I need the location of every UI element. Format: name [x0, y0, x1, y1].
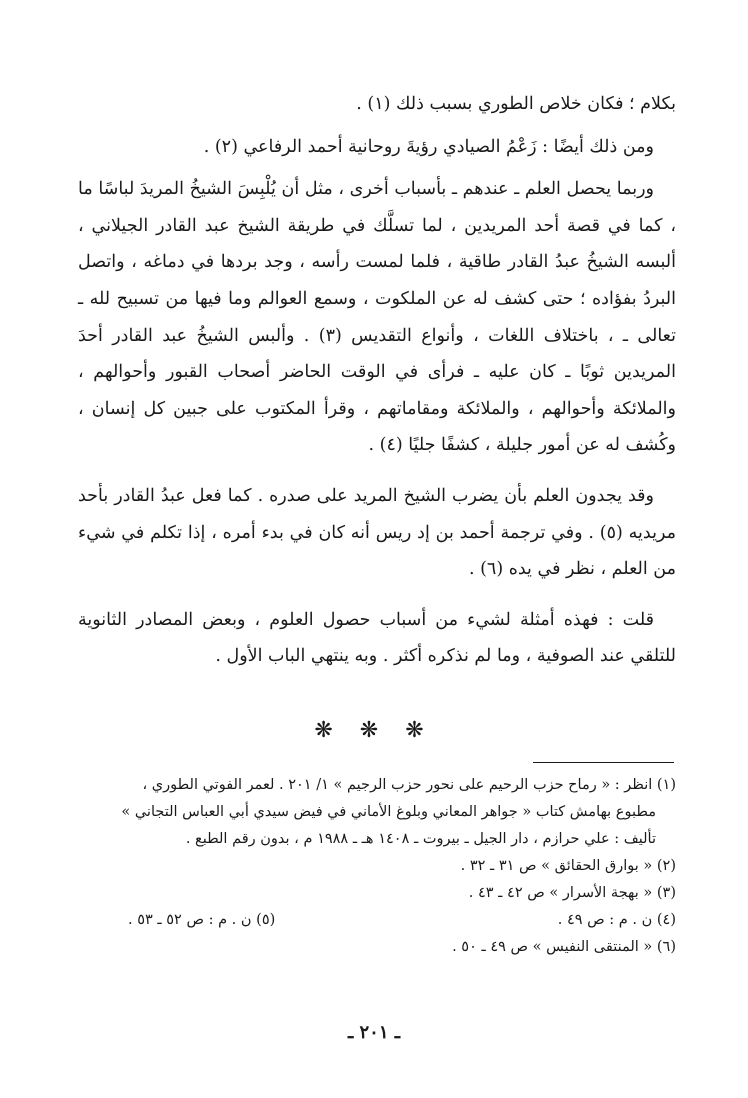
footnotes [110, 772, 676, 961]
footnote-1-line-1: (١) انظر : « رماح حزب الرحيم على نحور حزب الرجيم » ١/ ٢٠١ . لعمر الفوتي الطوري ، [142, 777, 676, 793]
footnote-2: (٢) « بوارق الحقائق » ص ٣١ ـ ٣٢ . [460, 858, 676, 874]
footnote-separator [533, 762, 674, 763]
footnote-4: (٤) ن . م : ص ٤٩ . [557, 912, 676, 928]
paragraph-sayyadi: ومن ذلك أيضًا : زَعْمُ الصيادي رؤيةَ روحانية أحمد الرفاعي (٢) . [203, 136, 654, 157]
footnote-1-line-3: تأليف : علي حرازم ، دار الجيل ـ بيروت ـ ١٤٠٨ هـ ـ ١٩٨٨ م ، بدون رقم الطبع . [185, 831, 656, 847]
footnote-3: (٣) « بهجة الأسرار » ص ٤٢ ـ ٤٣ . [468, 885, 676, 901]
footnote-5: (٥) ن . م : ص ٥٢ ـ ٥٣ . [128, 912, 276, 928]
paragraph-conclusion: قلت : فهذه أمثلة لشيء من أسباب حصول العلوم ، وبعض المصادر الثانوية للتلقي عند الصوفية ، وما لم نذكره أكثر . وبه ينتهي الباب الأول . [78, 609, 676, 667]
page-number: ـ ٢٠١ ـ [347, 1022, 401, 1043]
footnote-1-line-2: مطبوع بهامش كتاب « جواهر المعاني وبلوغ الأماني في فيض سيدي أبي العباس التجاني » [121, 804, 656, 820]
section-end-ornament: ❋ ❋ ❋ [314, 718, 434, 743]
paragraph-continuation: بكلام ؛ فكان خلاص الطوري بسبب ذلك (١) . [356, 94, 676, 114]
main-text [78, 86, 676, 675]
footnote-row-4-5 [110, 907, 676, 934]
paragraph-clothing: وربما يحصل العلم ـ عندهم ـ بأسباب أخرى ، مثل أن يُلْبِسَ الشيخُ المريدَ لباسًا ما ، كما في قصة أحد المريدين ، لما تسلَّك في طريقة الشيخ عبد القادر الجيلاني ، ألبسه الشيخُ عبدُ القادر طاقية ، فلما لمست رأسه ، وجد بردها في دماغه ، واتصل البردُ بفؤاده ؛ حتى كشف له عن الملكوت ، وسمع العوالم وما فيها من تسبيح لله ـ تعالى ـ ، باختلاف اللغات ، وأنواع التقديس (٣) . وألبس الشيخُ عبد القادر أحدَ المريدين ثوبًا ـ كان عليه ـ فرأى في الوقت الحاضر أصحاب القبور وأحوالهم ، والملائكة وأحوالهم ، والملائكة ومقاماتهم ، وقرأ المكتوب على جبين كل إنسان ، وكُشف له عن أمور جليلة ، كشفًا جليًا (٤) . [78, 179, 676, 456]
footnote-6: (٦) « المنتقى النفيس » ص ٤٩ ـ ٥٠ . [452, 939, 676, 955]
paragraph-striking-chest: وقد يجدون العلم بأن يضرب الشيخ المريد على صدره . كما فعل عبدُ القادر بأحد مريديه (٥) . وفي ترجمة أحمد بن إد ريس أنه كان في بدء أمره ، إذا تكلم في شيء من العلم ، نظر في يده (٦) . [78, 485, 676, 580]
